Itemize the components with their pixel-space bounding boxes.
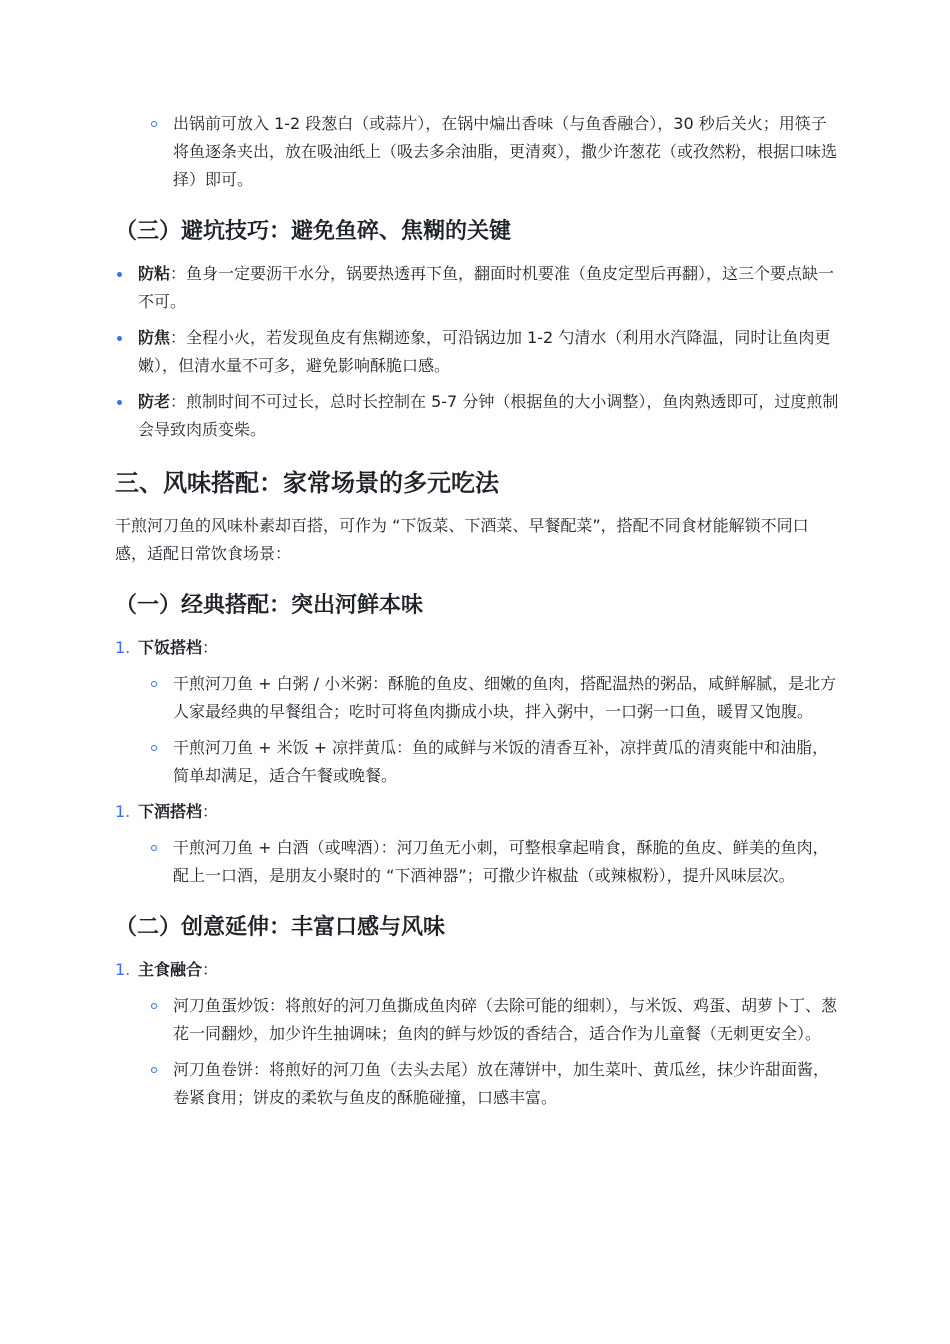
bullet-text: ：全程小火，若发现鱼皮有焦糊迹象，可沿锅边加 1-2 勺清水（利用水汽降温，同时让鱼肉更嫩），但清水量不可多，避免影响酥脆口感。 <box>138 328 831 375</box>
sub-list-item: 出锅前可放入 1-2 段葱白（或蒜片），在锅中煸出香味（与鱼香融合），30 秒后关火；用筷子将鱼逐条夹出，放在吸油纸上（吸去多余油脂，更清爽），撒少许葱花（或孜然粉，根据口味选择）即可。 <box>173 110 840 194</box>
sub-list-item: 干煎河刀鱼 + 白酒（或啤酒）：河刀鱼无小刺，可整根拿起啃食，酥脆的鱼皮、鲜美的鱼肉，配上一口酒，是朋友小聚时的 “下酒神器”；可撒少许椒盐（或辣椒粉），提升风味层次。 <box>173 834 840 890</box>
numbered-item <box>115 956 840 984</box>
sub-list-top <box>115 110 840 194</box>
numbered-suffix: ： <box>202 638 219 657</box>
document-page <box>115 110 840 1120</box>
sub-list-item: 河刀鱼卷饼：将煎好的河刀鱼（去头去尾）放在薄饼中，加生菜叶、黄瓜丝，抹少许甜面酱，卷紧食用；饼皮的柔软与鱼皮的酥脆碰撞，口感丰富。 <box>173 1056 840 1112</box>
bullet-item <box>138 324 840 380</box>
list-number: 1. <box>115 960 131 979</box>
bullet-item <box>138 388 840 444</box>
sub-list-item: 干煎河刀鱼 + 米饭 + 凉拌黄瓜：鱼的咸鲜与米饭的清香互补，凉拌黄瓜的清爽能中和油脂，简单却满足，适合午餐或晚餐。 <box>173 734 840 790</box>
numbered-suffix: ： <box>202 802 219 821</box>
flavor-intro: 干煎河刀鱼的风味朴素却百搭，可作为 “下饭菜、下酒菜、早餐配菜”，搭配不同食材能解锁不同口感，适配日常饮食场景： <box>115 516 809 563</box>
numbered-item <box>115 634 840 662</box>
bullet-label: 防粘 <box>138 264 171 283</box>
sub-list <box>115 670 840 790</box>
bullet-list-avoid <box>115 260 840 444</box>
heading-creative: （二）创意延伸：丰富口感与风味 <box>115 915 446 940</box>
bullet-text: ：煎制时间不可过长，总时长控制在 5-7 分钟（根据鱼的大小调整），鱼肉熟透即可，过度煎制会导致肉质变柴。 <box>138 392 839 439</box>
bullet-item <box>138 260 840 316</box>
bullet-label: 防老 <box>138 392 171 411</box>
bullet-text: ：鱼身一定要沥干水分，锅要热透再下鱼，翻面时机要准（鱼皮定型后再翻），这三个要点缺一不可。 <box>138 264 835 311</box>
bullet-label: 防焦 <box>138 328 171 347</box>
numbered-label: 主食融合 <box>138 960 203 979</box>
numbered-item <box>115 798 840 826</box>
sub-list-item: 干煎河刀鱼 + 白粥 / 小米粥：酥脆的鱼皮、细嫩的鱼肉，搭配温热的粥品，咸鲜解腻，是北方人家最经典的早餐组合；吃时可将鱼肉撕成小块，拌入粥中，一口粥一口鱼，暖胃又饱腹。 <box>173 670 840 726</box>
numbered-label: 下酒搭档 <box>138 802 203 821</box>
numbered-suffix: ： <box>202 960 219 979</box>
list-number: 1. <box>115 638 131 657</box>
sub-list <box>115 992 840 1112</box>
numbered-label: 下饭搭档 <box>138 638 203 657</box>
heading-classic: （一）经典搭配：突出河鲜本味 <box>115 593 424 618</box>
list-number: 1. <box>115 802 131 821</box>
sub-list-item: 河刀鱼蛋炒饭：将煎好的河刀鱼撕成鱼肉碎（去除可能的细刺），与米饭、鸡蛋、胡萝卜丁、葱花一同翻炒，加少许生抽调味；鱼肉的鲜与炒饭的香结合，适合作为儿童餐（无刺更安全）。 <box>173 992 840 1048</box>
heading-flavor: 三、风味搭配：家常场景的多元吃法 <box>115 469 499 497</box>
heading-avoid-tips: （三）避坑技巧：避免鱼碎、焦糊的关键 <box>115 219 512 244</box>
sub-list <box>115 834 840 890</box>
